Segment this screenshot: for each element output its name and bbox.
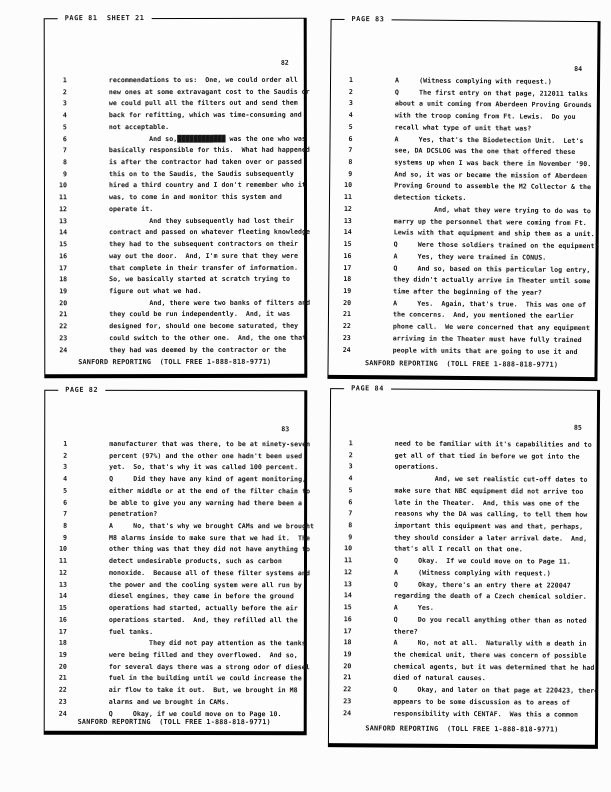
- line-number: 15: [343, 240, 352, 249]
- line-text: get all of that tied in before we got into the: [394, 451, 580, 461]
- line-text: for several days there was a strong odor of diesel: [108, 662, 310, 671]
- line-number: 10: [344, 544, 353, 553]
- line-number: 14: [343, 228, 352, 237]
- line-text: A Yes. Again, that's true. This was one of: [393, 299, 587, 309]
- line-number: 18: [58, 639, 67, 648]
- transcript-line: [53, 591, 301, 603]
- line-text: So, we basically started at scratch trying to: [109, 275, 291, 284]
- line-number: 2: [348, 451, 353, 460]
- line-number: 13: [59, 216, 68, 225]
- line-text: detection tickets.: [393, 193, 467, 203]
- line-text: Q Do you recall anything other than as noted: [393, 615, 587, 625]
- line-text: responsibility with CENTAF. Was this a common: [393, 709, 579, 719]
- line-text: about a unit coming from Aberdeen Proving Grounds: [394, 99, 592, 110]
- line-text: regarding the death of a Czech chemical soldier.: [393, 591, 587, 602]
- transcript-line: [53, 122, 301, 134]
- line-text: detect undesirable products, such as carbon: [108, 557, 282, 566]
- line-number: 22: [342, 322, 351, 331]
- transcript-line: [53, 75, 301, 87]
- line-number: 12: [59, 205, 68, 214]
- line-text: late in the Theater. And, this was one of the: [394, 498, 580, 508]
- line-text: phone call. We were concerned that any equipment: [392, 322, 590, 333]
- transcript-line: [53, 239, 301, 251]
- line-text: new ones at some extravagant cost to the Saudis or: [108, 87, 310, 96]
- line-number: 1: [348, 439, 353, 448]
- page-label: PAGE 81 SHEET 21: [58, 14, 152, 23]
- line-text: hired a third country and I don't remember who it: [108, 181, 306, 190]
- line-text: monoxide. Because all of these filter systems and: [108, 568, 310, 578]
- line-number: 12: [343, 568, 352, 577]
- transcript-line: [53, 262, 301, 274]
- transcript-line: [53, 626, 301, 638]
- line-text: operations had started, actually before the air: [108, 603, 298, 613]
- line-number: 4: [63, 474, 68, 483]
- line-text: Lewis with that equipment and ship them as a unit.: [393, 228, 595, 239]
- line-number: 6: [62, 134, 67, 143]
- transcript-line: [53, 344, 301, 356]
- line-number: 20: [58, 662, 67, 671]
- transcript-line: [53, 638, 306, 650]
- line-number: 6: [348, 497, 353, 506]
- line-text: they should consider a later arrival date. And,: [394, 533, 588, 543]
- line-text: operate it.: [109, 204, 154, 214]
- line-text: A Yes.: [393, 603, 434, 612]
- line-text: diesel engines, they came in before the ground: [108, 592, 294, 601]
- transcript-line: [53, 451, 301, 463]
- line-number: 22: [59, 322, 68, 331]
- reporter-footer: SANFORD REPORTING (TOLL FREE 1-888-818-9771): [364, 359, 559, 369]
- line-number: 12: [343, 204, 352, 213]
- line-number: 21: [59, 310, 68, 319]
- line-number: 8: [63, 521, 68, 530]
- line-text: air flow to take it out. But, we brought in M8: [108, 685, 298, 695]
- line-number: 16: [58, 615, 67, 624]
- line-text: they had to the subsequent contractors on their: [109, 239, 299, 249]
- line-text: the chemical unit, there was concern of possible: [393, 650, 587, 660]
- line-number: 5: [348, 122, 353, 131]
- line-number: 3: [62, 99, 67, 108]
- line-number: 24: [59, 345, 68, 354]
- line-text: A No, that's why we brought CAMs and we brought: [109, 521, 315, 531]
- line-text: fuel tanks.: [108, 627, 154, 636]
- line-number: 14: [58, 592, 67, 601]
- line-number: 2: [62, 87, 67, 96]
- line-number: 5: [63, 486, 68, 495]
- line-text: could switch to the other one. And, the one that: [109, 333, 307, 342]
- page-label: PAGE 83: [345, 15, 392, 24]
- line-text: Q Okay. If we could move on to Page 11.: [394, 556, 571, 566]
- line-text: yet. So, that's why it was called 100 percent.: [109, 463, 299, 472]
- line-number: 6: [63, 498, 68, 507]
- line-text: is after the contractor had taken over or passed: [108, 157, 302, 167]
- transcript-line: [53, 110, 301, 122]
- line-text: And they subsequently had lost their: [109, 216, 294, 225]
- line-text: people with units that are going to use it and: [392, 345, 578, 356]
- line-text: systems up when I was back there in November '90.: [394, 158, 592, 169]
- transcript-line: [53, 192, 301, 204]
- transcript-line: [53, 556, 301, 568]
- line-text: were being filled and they overflowed. And so,: [108, 650, 298, 660]
- line-number: 12: [59, 568, 67, 577]
- line-number: 10: [59, 181, 67, 190]
- line-number: 14: [59, 228, 68, 237]
- transcript-line: [337, 344, 592, 358]
- transcript-page-83: [44, 385, 315, 735]
- line-text: they could be run independently. And, it was: [109, 310, 291, 319]
- line-text: died of natural causes.: [393, 673, 486, 683]
- line-number: 18: [343, 275, 352, 284]
- line-number: 8: [348, 158, 353, 167]
- line-number: 21: [343, 310, 352, 319]
- line-text: recommendations to us: One, we could order all: [108, 75, 298, 85]
- line-number: 16: [59, 251, 68, 260]
- page-number: 84: [574, 64, 583, 74]
- transcript-line: [53, 333, 307, 345]
- transcript-line: [53, 568, 310, 580]
- line-number: 22: [343, 685, 352, 694]
- line-number: 9: [63, 533, 68, 542]
- line-number: 15: [343, 603, 352, 612]
- line-text: the power and the cooling system were all run by: [108, 580, 302, 589]
- line-number: 1: [63, 439, 68, 448]
- transcript-line: [53, 521, 315, 533]
- line-number: 14: [343, 591, 352, 600]
- line-text: manufacturer that was there, to be at ninety-seven: [109, 439, 311, 449]
- line-number: 1: [62, 76, 67, 85]
- transcript-line: [53, 579, 301, 591]
- line-text: was, to come in and monitor this system and: [108, 193, 282, 202]
- line-text: Q Okay, there's an entry there at 220047: [393, 580, 571, 590]
- line-text: penetration?: [109, 510, 158, 519]
- line-text: M8 alarms inside to make sure that we had it. The: [109, 533, 311, 542]
- line-text: contract and passed on whatever fleeting knowledge: [109, 228, 311, 237]
- line-number: 23: [343, 697, 352, 706]
- page-label: PAGE 84: [344, 384, 391, 393]
- line-number: 7: [348, 509, 353, 518]
- transcript-lines: [53, 439, 315, 721]
- line-text: they had was deemed by the contractor or the: [109, 345, 287, 354]
- line-number: 24: [342, 345, 351, 354]
- transcript-line: [53, 474, 307, 486]
- line-number: 11: [344, 556, 353, 565]
- line-number: 5: [62, 123, 67, 132]
- line-text: way out the door. And, I'm sure that they were: [109, 251, 299, 260]
- line-number: 7: [62, 146, 67, 155]
- transcript-page-85: [328, 384, 600, 749]
- transcript-page-82: [44, 14, 311, 378]
- line-text: that's all I recall on that one.: [394, 545, 523, 554]
- line-number: 19: [343, 286, 352, 295]
- line-text: marry up the personnel that were coming from Ft.: [393, 217, 587, 227]
- transcript-line: [53, 321, 301, 333]
- line-text: either middle or at the end of the filter chain to: [109, 486, 311, 496]
- line-number: 15: [59, 240, 68, 249]
- transcript-line: [53, 603, 301, 615]
- reporter-footer: SANFORD REPORTING (TOLL FREE 1-888-818-9771): [77, 717, 271, 727]
- line-text: operations.: [394, 463, 439, 472]
- line-number: 9: [348, 533, 353, 542]
- transcript-line: [53, 86, 310, 98]
- transcript-line: [53, 157, 301, 169]
- line-number: 20: [343, 661, 352, 670]
- line-number: 23: [59, 334, 68, 343]
- page-number: 85: [573, 423, 582, 432]
- line-number: 8: [62, 158, 67, 167]
- line-number: 10: [344, 181, 353, 190]
- line-text: recall what type of unit that was?: [394, 123, 532, 133]
- line-text: that complete in their transfer of information.: [109, 263, 299, 272]
- line-text: there?: [393, 627, 418, 636]
- transcript-line: [337, 708, 592, 721]
- line-text: basically responsible for this. What had happened: [108, 146, 310, 155]
- line-text: They did not pay attention as the tanks: [108, 639, 306, 648]
- line-text: important this equipment was and that, perhaps,: [394, 521, 584, 531]
- line-text: we could pull all the filters out and send them: [108, 99, 298, 108]
- line-text: other thing was that they did not have anything to: [109, 545, 311, 554]
- line-text: A Yes, that's the Biodetection Unit. Let's: [394, 134, 584, 145]
- transcript-line: [53, 615, 301, 627]
- line-number: 2: [348, 87, 353, 96]
- transcript-line: [53, 673, 301, 685]
- transcript-line: [53, 661, 310, 673]
- line-text: fuel in the building until we could increase the: [108, 674, 302, 683]
- transcript-line: [53, 544, 311, 556]
- line-text: chemical agents, but it was determined that he had: [393, 662, 595, 672]
- transcript-lines: [53, 75, 311, 357]
- line-number: 20: [59, 298, 68, 307]
- line-number: 23: [58, 697, 67, 706]
- line-number: 22: [58, 685, 67, 694]
- line-number: 4: [62, 111, 67, 120]
- line-number: 13: [59, 580, 67, 589]
- line-number: 13: [343, 579, 352, 588]
- line-text: make sure that NBC equipment did not arrive too: [394, 486, 584, 496]
- line-number: 21: [58, 674, 67, 683]
- line-number: 7: [63, 510, 68, 519]
- line-number: 11: [59, 556, 68, 565]
- line-text: reasons why the DA was calling, to tell them how: [394, 509, 588, 520]
- line-text: the concerns. And, you mentioned the earlier: [392, 310, 574, 321]
- page-number: 82: [280, 58, 289, 67]
- transcript-line: [53, 98, 301, 110]
- line-number: 6: [348, 134, 353, 143]
- line-number: 4: [348, 474, 353, 483]
- transcript-line: [53, 685, 301, 697]
- line-text: A (Witness complying with request.): [395, 76, 552, 86]
- transcript-page-84: [327, 15, 600, 381]
- line-number: 24: [343, 708, 352, 717]
- line-text: this on to the Saudis, the Saudis subsequently: [108, 169, 294, 178]
- line-text: be able to give you any warning had there been a: [109, 498, 303, 507]
- transcript-line: [53, 650, 301, 662]
- line-number: 9: [348, 169, 353, 178]
- line-text: And, there were two banks of filters and: [109, 298, 311, 307]
- line-text: And, we set realistic cut-off dates to: [394, 474, 588, 484]
- line-text: Q Were those soldiers trained on the equipment?: [393, 240, 599, 251]
- line-text: back for refitting, which was time-consuming and: [108, 110, 302, 120]
- line-number: 16: [343, 615, 352, 624]
- line-number: 18: [59, 275, 68, 284]
- line-number: 17: [59, 263, 68, 272]
- transcript-line: [53, 509, 301, 521]
- line-number: 17: [343, 626, 352, 635]
- line-number: 11: [59, 193, 68, 202]
- transcript-line: [53, 251, 301, 263]
- line-number: 23: [342, 333, 351, 342]
- page-number: 83: [281, 425, 290, 434]
- line-number: 4: [348, 111, 353, 120]
- line-number: 19: [59, 287, 68, 296]
- transcript-line: [53, 227, 311, 239]
- line-text: not acceptable.: [108, 122, 170, 131]
- line-number: 18: [343, 638, 352, 647]
- line-text: A No, not at all. Naturally with a death in: [393, 638, 587, 648]
- line-number: 3: [63, 463, 68, 472]
- line-number: 19: [58, 650, 67, 659]
- transcript-line: [53, 462, 301, 474]
- line-text: arriving in the Theater must have fully trained: [392, 334, 582, 344]
- transcript-line: [53, 309, 301, 321]
- line-text: alarms and we brought in CAMs.: [108, 697, 230, 706]
- line-text: And so,████████████ was the one who was: [108, 134, 306, 143]
- line-text: Proving Ground to assemble the M2 Collector & the: [394, 181, 592, 192]
- line-number: 8: [348, 521, 353, 530]
- transcript-line: [53, 497, 301, 509]
- transcript-line: [53, 486, 311, 498]
- transcript-line: [53, 697, 301, 709]
- line-number: 9: [62, 169, 67, 178]
- line-text: Q Did they have any kind of agent monitoring,: [109, 475, 307, 484]
- transcript-line: [53, 145, 310, 157]
- line-text: operations started. And, they refilled all the: [108, 615, 298, 624]
- line-text: see, DA DCSLOG was the one that offered these: [394, 146, 576, 157]
- line-number: 24: [58, 709, 67, 718]
- transcript-line: [53, 215, 301, 227]
- line-text: percent (97%) and the other one hadn't been used: [109, 451, 303, 460]
- line-text: designed for, should one become saturated, they: [109, 321, 299, 331]
- line-number: 2: [63, 451, 68, 460]
- transcript-line: [53, 133, 306, 145]
- line-text: with the troop coming from Ft. Lewis. Do you: [394, 111, 576, 122]
- line-text: time after the beginning of the year?: [393, 287, 542, 297]
- line-number: 3: [348, 462, 353, 471]
- line-number: 1: [349, 75, 354, 85]
- transcript-lines: [337, 438, 599, 721]
- page-label: PAGE 82: [58, 386, 105, 395]
- transcript-line: [53, 286, 301, 298]
- line-text: need to be familiar with it's capabilities and to: [394, 439, 592, 449]
- transcript-line: [53, 533, 311, 545]
- line-text: And so, it was or became the mission of Aberdeen: [394, 170, 588, 180]
- line-text: Q The first entry on that page, 212011 talks: [394, 88, 588, 98]
- line-text: Q And so, based on this particular log entry,: [393, 263, 591, 274]
- line-text: A (Witness complying with request.): [393, 568, 551, 578]
- line-number: 5: [348, 486, 353, 495]
- line-number: 10: [59, 545, 68, 554]
- reporter-footer: SANFORD REPORTING (TOLL FREE 1-888-818-9771): [365, 724, 559, 734]
- reporter-footer: SANFORD REPORTING (TOLL FREE 1-888-818-9771): [78, 357, 272, 367]
- transcript-line: [53, 297, 311, 309]
- transcript-lines: [337, 75, 599, 358]
- line-text: Q Okay, and later on that page at 220423, there: [393, 685, 599, 695]
- line-number: 20: [343, 298, 352, 307]
- line-text: figure out what we had.: [109, 286, 202, 296]
- transcript-line: [53, 274, 301, 286]
- line-number: 17: [58, 627, 67, 636]
- line-number: 13: [343, 216, 352, 225]
- line-number: 17: [343, 263, 352, 272]
- transcript-line: [53, 439, 311, 451]
- line-number: 7: [348, 146, 353, 155]
- transcript-line: [53, 204, 301, 216]
- line-number: 16: [343, 251, 352, 260]
- line-text: A Yes, they were trained in CONUS.: [393, 252, 547, 262]
- line-text: appears to be some discussion as to areas of: [393, 697, 571, 707]
- line-number: 11: [344, 193, 353, 202]
- line-number: 15: [58, 603, 67, 612]
- line-text: And, what they were trying to do was to: [393, 205, 591, 216]
- transcript-line: [53, 180, 306, 192]
- line-number: 3: [348, 99, 353, 108]
- line-number: 19: [343, 650, 352, 659]
- transcript-line: [53, 169, 301, 181]
- line-number: 21: [343, 673, 352, 682]
- line-text: Q Okay, if we could move on to Page 10.: [108, 709, 282, 718]
- line-text: they didn't actually arrive in Theater until some: [393, 275, 591, 286]
